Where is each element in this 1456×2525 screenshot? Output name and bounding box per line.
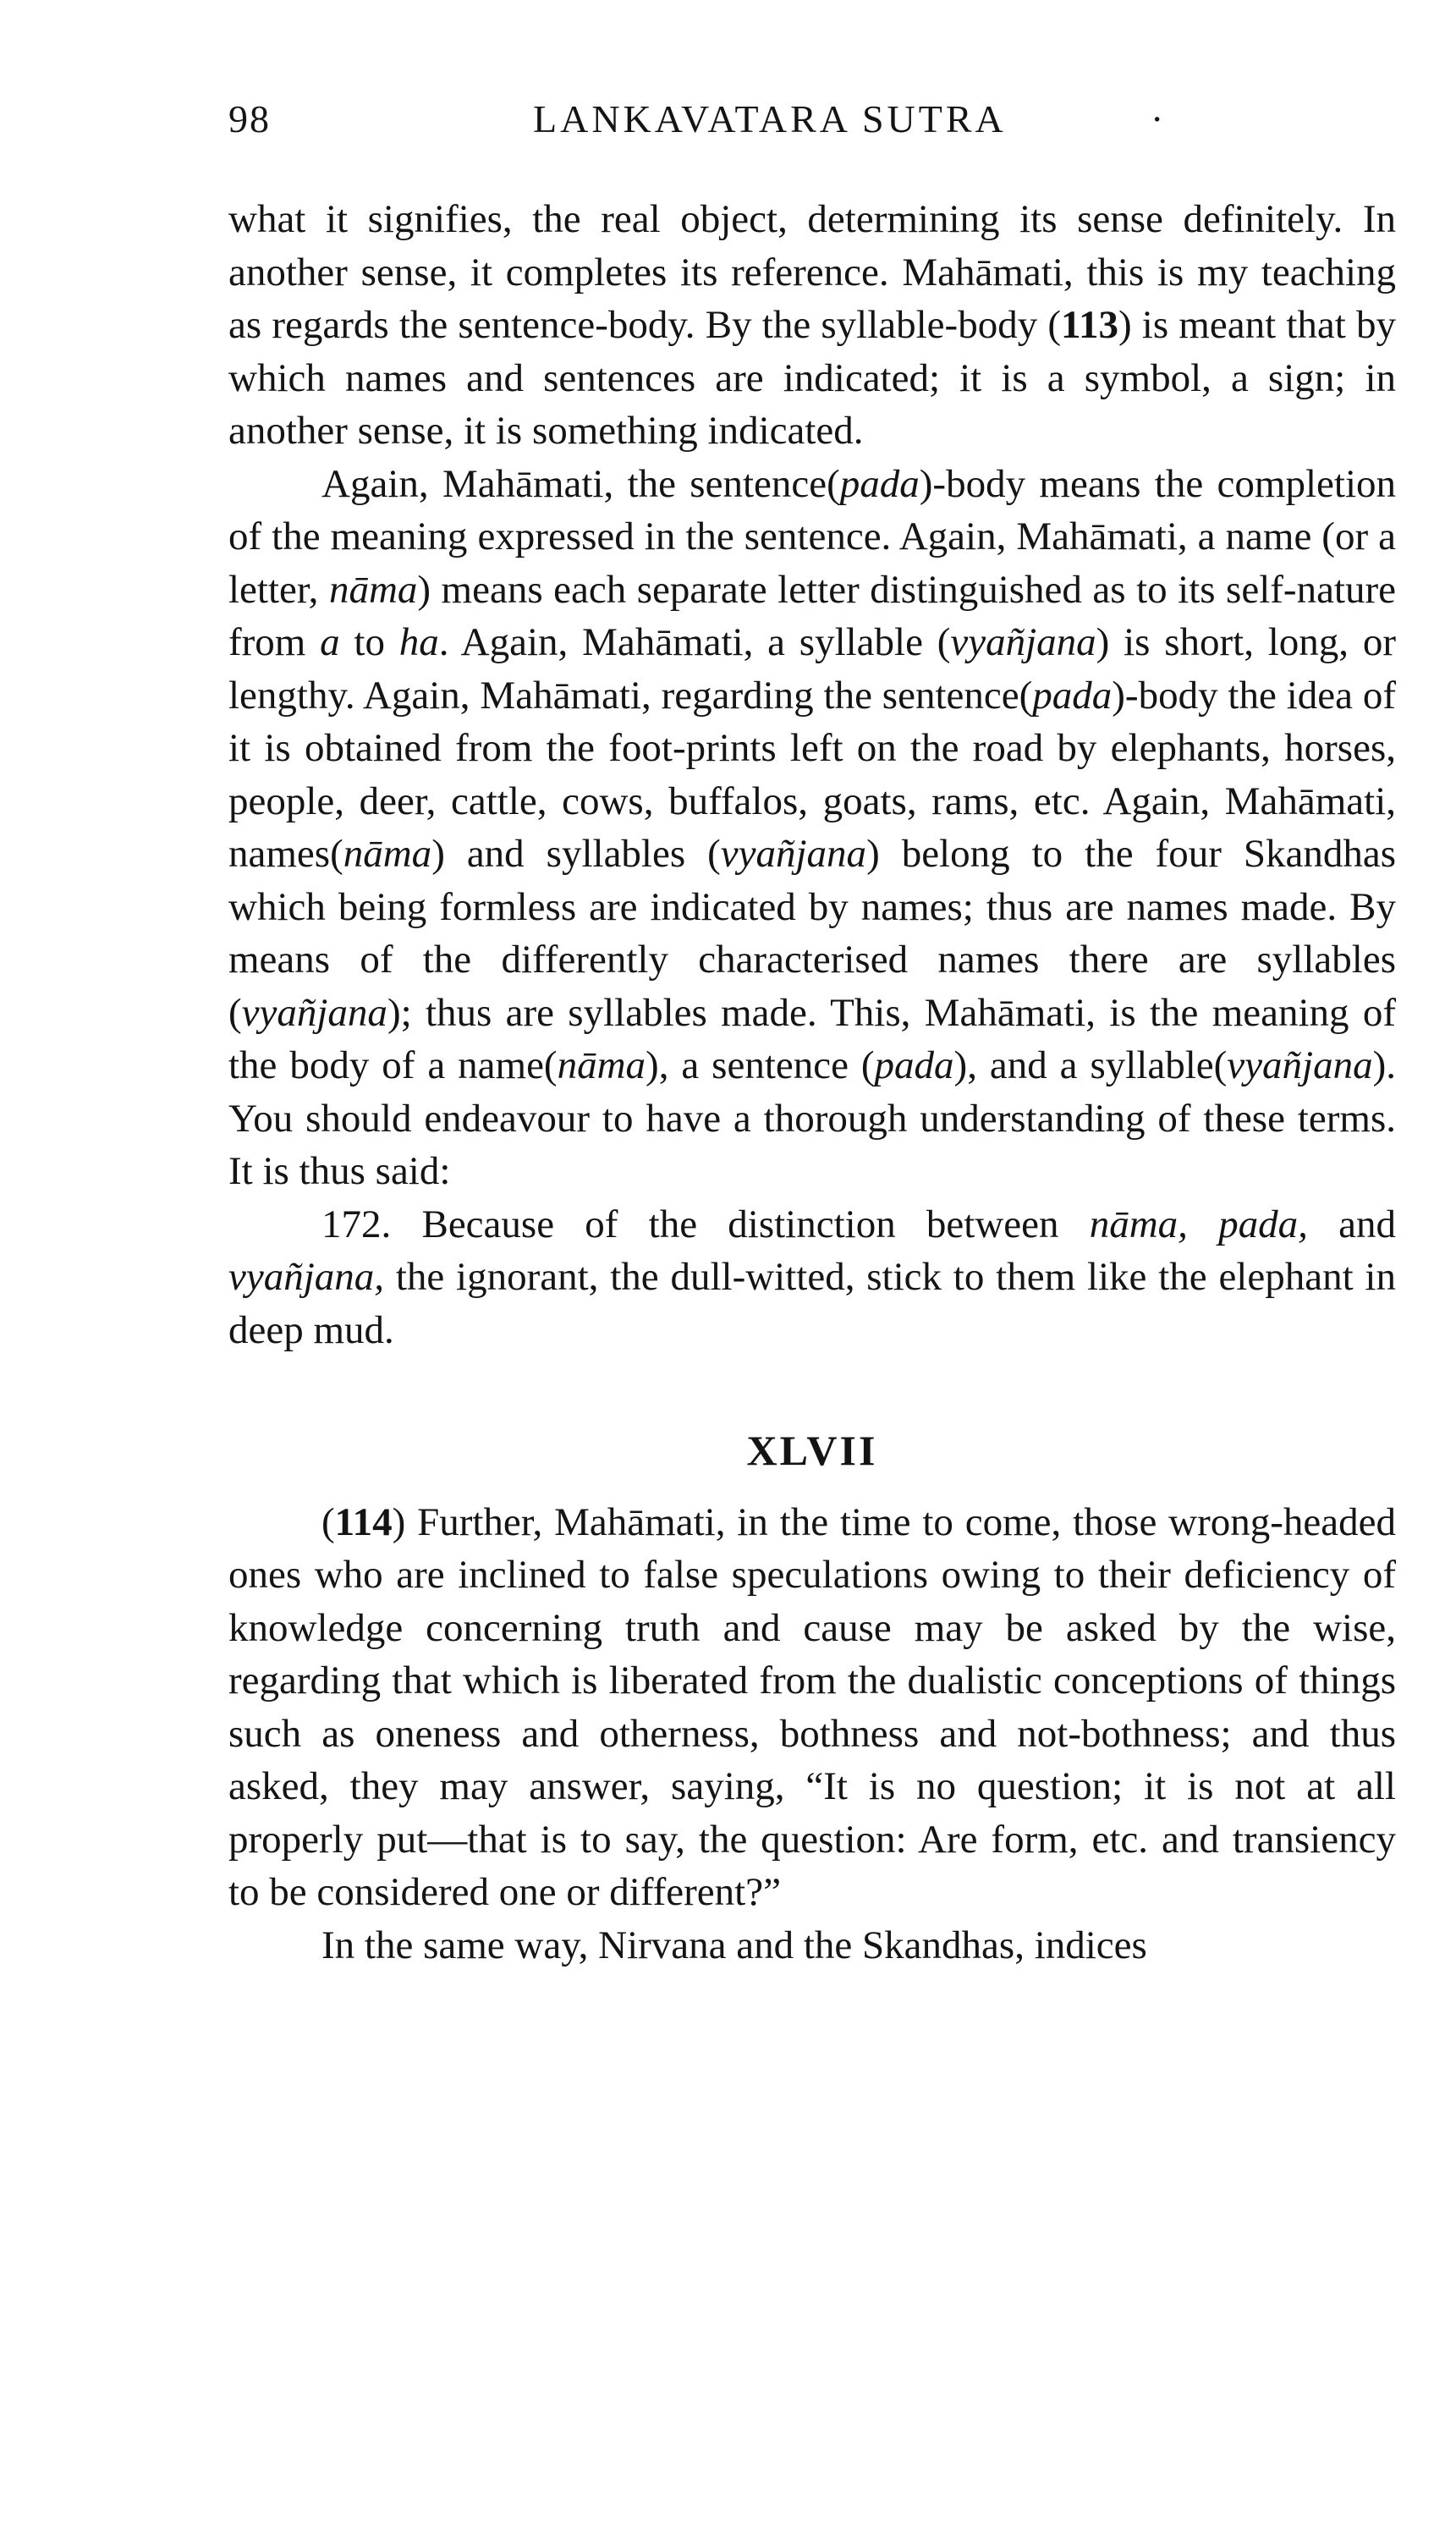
paragraph-3 <box>228 1496 1396 1919</box>
paragraph-2 <box>228 458 1396 1198</box>
running-head <box>228 85 1396 152</box>
text-run: ( <box>321 1499 335 1544</box>
text-run: ) means each separate letter distinguished as to its self-nature from <box>228 567 1397 664</box>
italic-term: ha <box>398 620 439 664</box>
paragraph-4: In the same way, Nirvana and the Skandhas, indices <box>321 1923 1147 1967</box>
header-dot: · <box>1151 97 1166 140</box>
text-run: Because of the distinction between <box>391 1202 1090 1246</box>
italic-term: pada <box>1032 673 1113 718</box>
section-heading: XLVII <box>746 1427 878 1474</box>
text-run: ) belong to the four Skandhas which being formless are indicated by names; thus are names made. By means of the differently characterised names there are syllables ( <box>228 832 1396 1035</box>
text-run: )-body the idea of it is obtained from the foot-prints left on the road by elephants, horses, people, deer, cattle, cows, buffalos, goats, rams, etc. Again, Mahāmati, names( <box>228 673 1397 876</box>
italic-term: pada <box>839 461 920 506</box>
italic-term: vyañjana <box>950 620 1096 664</box>
verse-number: 172. <box>321 1202 392 1246</box>
text-run: ) Further, Mahāmati, in the time to come, those wrong-headed ones who are inclined to false speculations owing to their deficiency of knowledge concerning truth and cause may be asked by the wise, regarding that which is liberated from the dualistic conceptions of things such as oneness and otherness, bothness and not-bothness; and thus asked, they may answer, saying, “It is no question; it is not at all properly put—that is to say, the question: Are form, etc. and transiency to be considered one or different?” <box>228 1499 1396 1914</box>
text-run: . Again, Mahāmati, a syllable ( <box>438 620 951 664</box>
text-run: ), a sentence ( <box>646 1043 875 1087</box>
text-run: Again, Mahāmati, the sentence( <box>321 461 840 506</box>
text-run: the ignorant, the dull-witted, stick to them like the elephant in deep mud. <box>228 1255 1396 1352</box>
text-run: what it signifies, the real object, determining its sense definitely. In another sense, it completes its reference. Mahāmati, this is my teaching as regards the sentence-body. By the syllable-body ( <box>228 197 1396 347</box>
italic-term: nāma <box>328 567 418 612</box>
italic-term: nāma, pada, <box>1089 1202 1308 1246</box>
text-run: )-body means the completion of the meaning expressed in the sentence. Again, Mahāmati, a name (or a letter, <box>228 461 1396 612</box>
text-run: ). You should endeavour to have a thorough understanding of these terms. It is thus said: <box>228 1043 1396 1193</box>
italic-term: pada <box>874 1043 954 1087</box>
italic-term: vyañjana <box>241 990 387 1035</box>
section-reference: 113 <box>1061 303 1118 347</box>
italic-term: vyañjana <box>1227 1043 1373 1087</box>
italic-term: a <box>320 620 340 664</box>
text-run: ) is meant that by which names and sentences are indicated; it is a symbol, a sign; in another sense, it is something indicated. <box>228 303 1396 453</box>
text-run: ), and a syllable( <box>953 1043 1228 1087</box>
book-page <box>228 85 1396 1972</box>
verse-172 <box>228 1198 1396 1357</box>
text-run: ) and syllables ( <box>431 832 721 876</box>
paragraph-1 <box>228 193 1396 458</box>
italic-term: nāma <box>343 832 432 876</box>
italic-term: vyañjana <box>720 832 867 876</box>
text-run: and <box>1307 1202 1396 1246</box>
body-text <box>228 193 1396 1972</box>
italic-term: nāma <box>557 1043 646 1087</box>
italic-term: vyañjana, <box>228 1255 385 1299</box>
text-run: to <box>339 620 399 664</box>
text-run: ) is short, long, or lengthy. Again, Mahāmati, regarding the sentence( <box>228 620 1396 718</box>
page-number: 98 <box>228 97 271 140</box>
book-title: LANKAVATARA SUTRA <box>533 97 1007 140</box>
text-run: ); thus are syllables made. This, Mahāmati, is the meaning of the body of a name( <box>228 990 1396 1087</box>
section-reference: 114 <box>334 1499 393 1544</box>
